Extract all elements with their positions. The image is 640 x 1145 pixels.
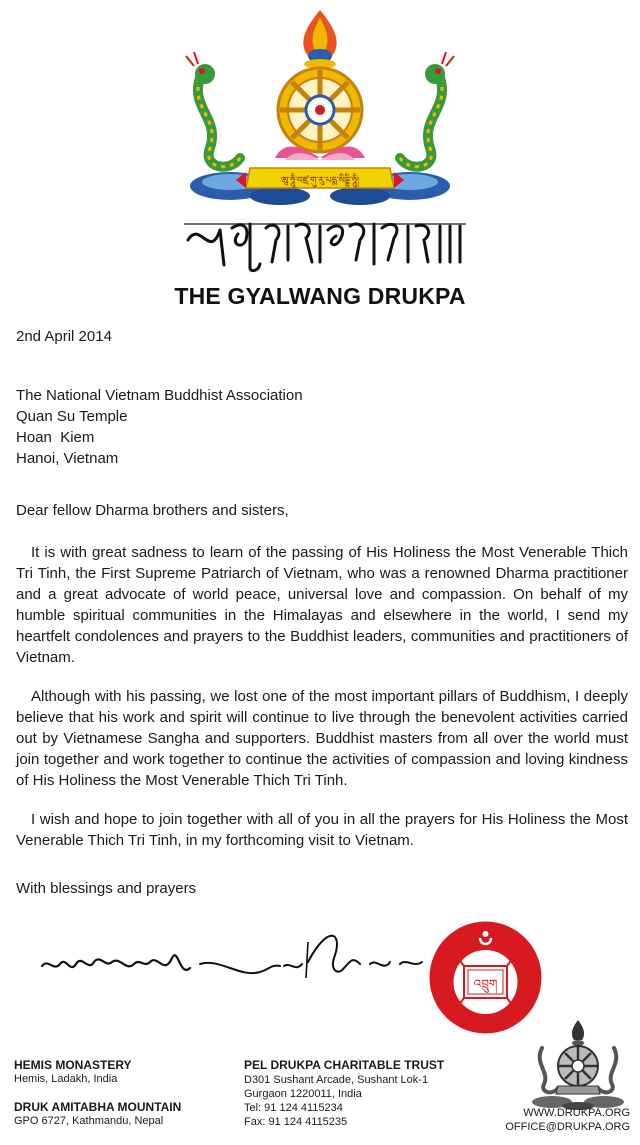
email-link[interactable]: OFFICE@DRUKPA.ORG <box>505 1121 630 1133</box>
website-link[interactable]: WWW.DRUKPA.ORG <box>523 1107 630 1119</box>
recipient-address <box>16 385 303 469</box>
address-line: Quan Su Temple <box>16 408 128 425</box>
gyalwang-drukpa-emblem <box>180 8 460 208</box>
right-dragon <box>400 52 454 167</box>
druk-amitabha-address: GPO 6727, Kathmandu, Nepal <box>14 1115 164 1127</box>
footer-emblem-logo <box>528 1018 628 1110</box>
letterhead-title: THE GYALWANG DRUKPA <box>174 283 466 309</box>
hemis-monastery-name: HEMIS MONASTERY <box>14 1058 132 1072</box>
seal-text: འབྲུག <box>473 977 498 991</box>
footer-contact <box>505 1106 630 1134</box>
footer-left-column <box>14 1058 181 1128</box>
address-line: The National Vietnam Buddhist Association <box>16 387 303 404</box>
handwritten-signature <box>40 928 430 998</box>
druk-amitabha-name: DRUK AMITABHA MOUNTAIN <box>14 1100 182 1114</box>
body-paragraph: Although with his passing, we lost one of the most important pillars of Buddhism, I deeply believe that his work and spirit will continue to live through the benevolent activities carried out by Vietnamese Sangha and supporters. Buddhist masters from all over the world must join together and work together to continue the activities of compassion and loving kindness of His Holiness the Most Venerable Thich Tri Tinh. <box>16 688 628 789</box>
dharma-wheel <box>278 68 362 152</box>
address-line: Hanoi, Vietnam <box>16 450 119 467</box>
closing-line: With blessings and prayers <box>16 880 197 897</box>
tibetan-calligraphy <box>180 210 470 275</box>
red-seal-stamp <box>428 920 543 1035</box>
emblem-banner-text: ཨཱ་ཧཱུྃ་བཛྲ་གུ་རུ་པདྨ་སིདྡྷི་ཧཱུྃ། <box>280 176 360 186</box>
trust-fax: Fax: 91 124 4115235 <box>244 1116 348 1128</box>
trust-address-line: Gurgaon 1220011, India <box>244 1088 362 1100</box>
trust-phone: Tel: 91 124 4115234 <box>244 1102 343 1114</box>
footer-trust-column <box>244 1058 444 1129</box>
body-paragraph: I wish and hope to join together with all of you in all the prayers for His Holiness the Most Venerable Thich Tri Tinh, in my forthcoming visit to Vietnam. <box>16 811 628 849</box>
trust-address-line: D301 Sushant Arcade, Sushant Lok-1 <box>244 1074 429 1086</box>
address-line: Hoan Kiem <box>16 429 95 446</box>
tibetan-calligraphy-text: འབྲུག་ཆེན་རྒྱལ་དབང་ <box>180 210 188 211</box>
emblem-banner <box>236 168 404 188</box>
letter-body <box>16 542 628 869</box>
flaming-jewel <box>303 10 336 69</box>
left-dragon <box>186 52 240 167</box>
letter-date: 2nd April 2014 <box>16 328 112 345</box>
body-paragraph: It is with great sadness to learn of the passing of His Holiness the Most Venerable Thich Tri Tinh, the First Supreme Patriarch of Vietnam, who was a renowned Dharma practitioner and a great advocate of world peace, universal love and compassion. On behalf of my humble spiritual communities in the Himalayas and elsewhere in the world, I send my heartfelt condolences and prayers to the Buddhist leaders, communities and practitioners of Vietnam. <box>16 544 628 666</box>
trust-name: PEL DRUKPA CHARITABLE TRUST <box>244 1058 445 1072</box>
hemis-monastery-address: Hemis, Ladakh, India <box>14 1073 118 1085</box>
salutation: Dear fellow Dharma brothers and sisters, <box>16 502 289 519</box>
